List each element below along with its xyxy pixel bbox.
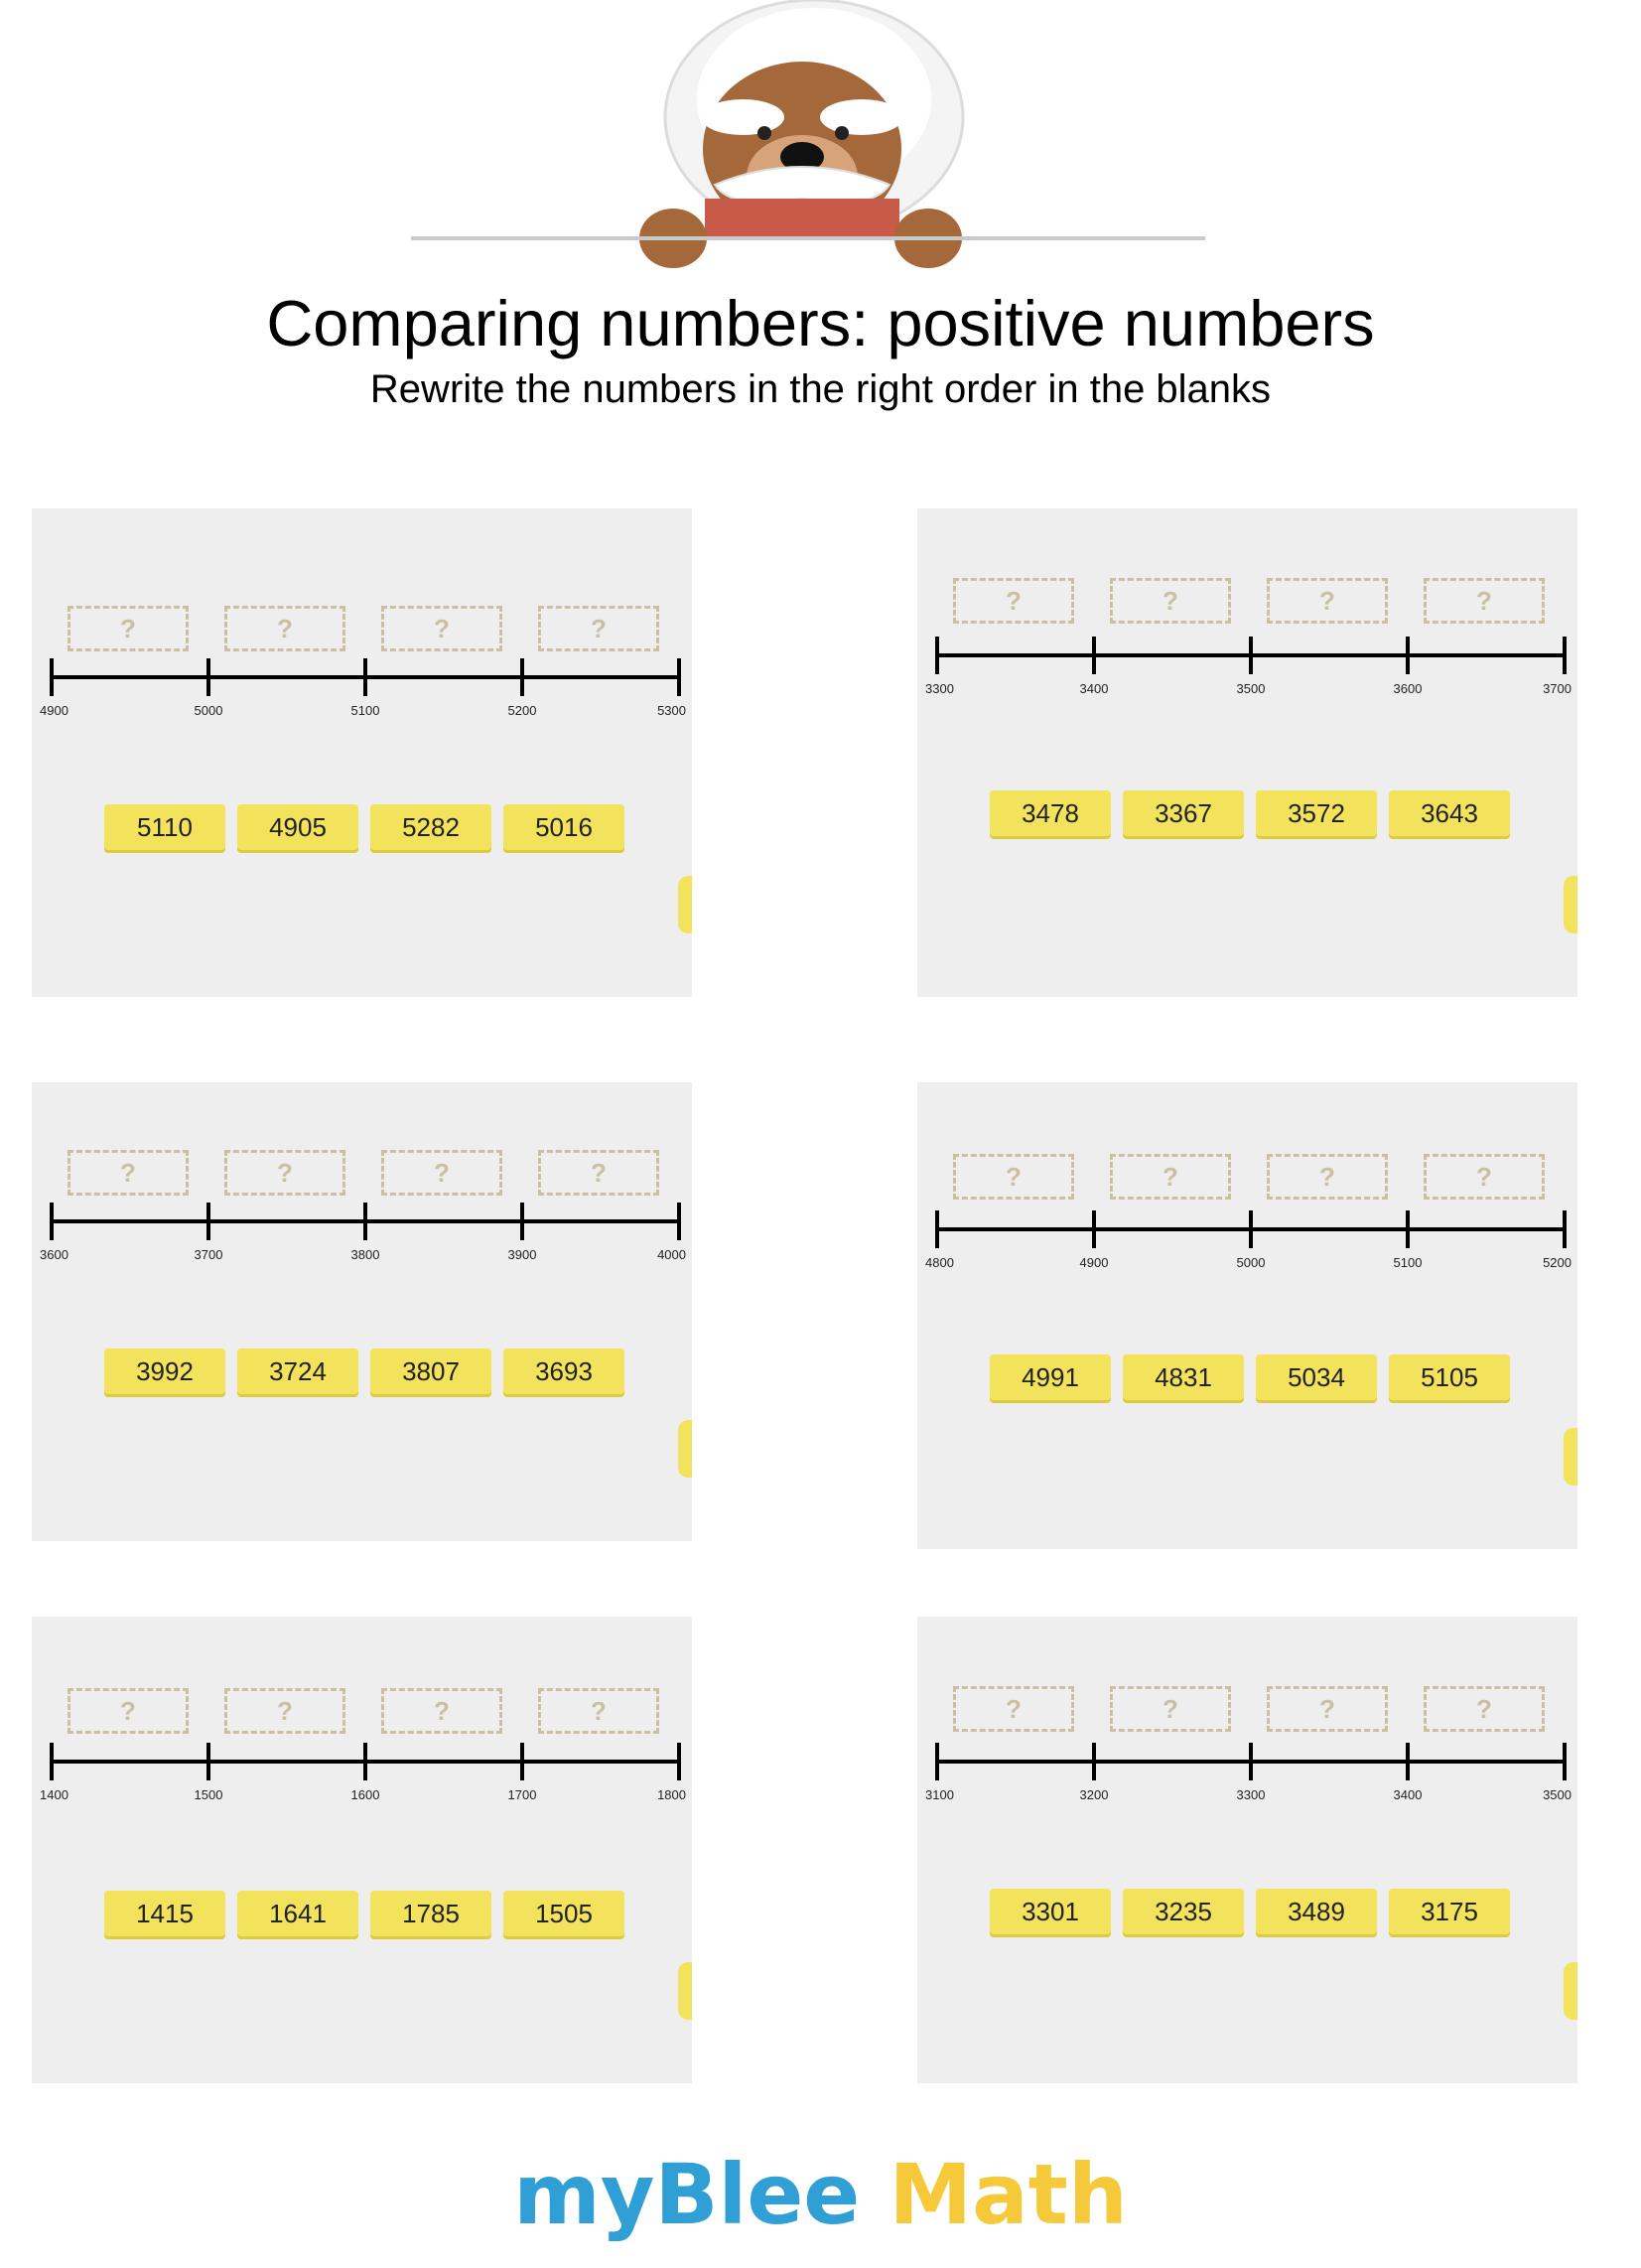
number-card[interactable]: 5110 — [104, 804, 225, 850]
number-line-tick — [520, 1743, 524, 1780]
number-line-tick — [935, 637, 939, 674]
answer-blank[interactable]: ? — [1267, 1154, 1388, 1200]
number-card[interactable]: 3489 — [1256, 1889, 1377, 1934]
answer-blank[interactable]: ? — [68, 1688, 189, 1734]
number-card[interactable]: 4905 — [237, 804, 358, 850]
tick-label: 4900 — [1079, 1255, 1109, 1270]
number-line-tick — [363, 1743, 367, 1780]
tick-label: 3800 — [350, 1247, 380, 1262]
number-card[interactable]: 1641 — [237, 1891, 358, 1936]
answer-blank[interactable]: ? — [224, 1688, 345, 1734]
number-line-tick — [1092, 637, 1096, 674]
tick-label: 5000 — [194, 703, 223, 718]
number-card[interactable]: 3992 — [104, 1348, 225, 1394]
answer-blank[interactable]: ? — [538, 1150, 659, 1196]
number-line-tick — [677, 658, 681, 696]
tick-label: 3700 — [194, 1247, 223, 1262]
number-line-tick — [206, 1203, 210, 1240]
tick-label: 5200 — [1543, 1255, 1572, 1270]
next-button[interactable] — [1564, 876, 1577, 933]
answer-blank[interactable]: ? — [1110, 578, 1231, 624]
number-line-tick — [935, 1210, 939, 1248]
number-line-tick — [1092, 1743, 1096, 1780]
answer-blank[interactable]: ? — [1110, 1686, 1231, 1732]
tick-label: 3300 — [1236, 1787, 1266, 1802]
page-title: Comparing numbers: positive numbers — [266, 287, 1375, 359]
number-line-tick — [1563, 1210, 1567, 1248]
answer-blank[interactable]: ? — [381, 606, 502, 651]
tick-label: 3500 — [1236, 681, 1266, 696]
answer-blank[interactable]: ? — [538, 606, 659, 651]
number-card[interactable]: 3643 — [1389, 790, 1510, 836]
number-card[interactable]: 3175 — [1389, 1889, 1510, 1934]
answer-blank[interactable]: ? — [953, 1686, 1074, 1732]
answer-blank[interactable]: ? — [1424, 1686, 1545, 1732]
number-line-tick — [50, 658, 54, 696]
next-button[interactable] — [1564, 1428, 1577, 1486]
next-button[interactable] — [678, 1420, 692, 1478]
number-line-tick — [1406, 637, 1410, 674]
number-line-tick — [520, 658, 524, 696]
number-line-tick — [1563, 1743, 1567, 1780]
page-subtitle: Rewrite the numbers in the right order in the blanks — [369, 367, 1272, 411]
answer-blank[interactable]: ? — [953, 1154, 1074, 1200]
tick-label: 5100 — [350, 703, 380, 718]
answer-blank[interactable]: ? — [1424, 578, 1545, 624]
number-card[interactable]: 1415 — [104, 1891, 225, 1936]
next-button[interactable] — [678, 876, 692, 933]
tick-label: 3600 — [40, 1247, 68, 1262]
number-line-tick — [363, 658, 367, 696]
number-line-tick — [1249, 1210, 1253, 1248]
number-card[interactable]: 5282 — [370, 804, 491, 850]
number-line-tick — [206, 1743, 210, 1780]
tick-label: 5000 — [1236, 1255, 1266, 1270]
number-card[interactable]: 3693 — [503, 1348, 624, 1394]
tick-label: 5300 — [657, 703, 686, 718]
answer-blank[interactable]: ? — [68, 606, 189, 651]
number-line-tick — [677, 1743, 681, 1780]
exercise-panel-4 — [917, 1082, 1577, 1549]
number-card[interactable]: 3807 — [370, 1348, 491, 1394]
number-line-tick — [50, 1203, 54, 1240]
logo-part-math: Math — [889, 2146, 1128, 2243]
exercise-panel-1 — [32, 508, 692, 997]
number-card[interactable]: 3478 — [990, 790, 1111, 836]
number-card[interactable]: 3367 — [1123, 790, 1244, 836]
number-line-tick — [935, 1743, 939, 1780]
logo-part-myblee: myBlee — [513, 2146, 861, 2243]
tick-label: 4900 — [40, 703, 68, 718]
number-card[interactable]: 4991 — [990, 1354, 1111, 1400]
number-card[interactable]: 5105 — [1389, 1354, 1510, 1400]
tick-label: 3400 — [1393, 1787, 1423, 1802]
tick-label: 4800 — [925, 1255, 954, 1270]
tick-label: 3300 — [925, 681, 954, 696]
answer-blank[interactable]: ? — [1110, 1154, 1231, 1200]
number-card[interactable]: 4831 — [1123, 1354, 1244, 1400]
number-card[interactable]: 3235 — [1123, 1889, 1244, 1934]
exercise-panel-2 — [917, 508, 1577, 997]
tick-label: 5200 — [507, 703, 537, 718]
tick-label: 1500 — [194, 1787, 223, 1802]
myblee-math-logo — [0, 2145, 1641, 2244]
tick-label: 3700 — [1543, 681, 1572, 696]
number-card[interactable]: 1785 — [370, 1891, 491, 1936]
answer-blank[interactable]: ? — [1424, 1154, 1545, 1200]
exercise-panel-5 — [32, 1617, 692, 2083]
number-line-tick — [1249, 1743, 1253, 1780]
answer-blank[interactable]: ? — [1267, 1686, 1388, 1732]
tick-label: 3100 — [925, 1787, 954, 1802]
answer-blank[interactable]: ? — [381, 1150, 502, 1196]
number-line-tick — [1406, 1210, 1410, 1248]
number-card[interactable]: 5016 — [503, 804, 624, 850]
answer-blank[interactable]: ? — [224, 606, 345, 651]
number-line-tick — [206, 658, 210, 696]
number-card[interactable]: 5034 — [1256, 1354, 1377, 1400]
header-divider — [411, 236, 1205, 240]
tick-label: 3900 — [507, 1247, 537, 1262]
number-card[interactable]: 3301 — [990, 1889, 1111, 1934]
number-card[interactable]: 1505 — [503, 1891, 624, 1936]
tick-label: 1400 — [40, 1787, 68, 1802]
number-card[interactable]: 3724 — [237, 1348, 358, 1394]
next-button[interactable] — [678, 1962, 692, 2020]
tick-label: 3500 — [1543, 1787, 1572, 1802]
exercise-panel-6 — [917, 1617, 1577, 2083]
number-line-tick — [1249, 637, 1253, 674]
number-line-tick — [1563, 637, 1567, 674]
answer-blank[interactable]: ? — [381, 1688, 502, 1734]
number-line-tick — [50, 1743, 54, 1780]
tick-label: 3200 — [1079, 1787, 1109, 1802]
tick-label: 3600 — [1393, 681, 1423, 696]
tick-label: 1600 — [350, 1787, 380, 1802]
number-card[interactable]: 3572 — [1256, 790, 1377, 836]
answer-blank[interactable]: ? — [1267, 578, 1388, 624]
tick-label: 4000 — [657, 1247, 686, 1262]
number-line-tick — [1092, 1210, 1096, 1248]
tick-label: 5100 — [1393, 1255, 1423, 1270]
answer-blank[interactable]: ? — [68, 1150, 189, 1196]
number-line-tick — [1406, 1743, 1410, 1780]
exercise-panel-3 — [32, 1082, 692, 1541]
tick-label: 3400 — [1079, 681, 1109, 696]
number-line-tick — [363, 1203, 367, 1240]
answer-blank[interactable]: ? — [538, 1688, 659, 1734]
number-line-tick — [677, 1203, 681, 1240]
answer-blank[interactable]: ? — [953, 578, 1074, 624]
tick-label: 1800 — [657, 1787, 686, 1802]
number-line-tick — [520, 1203, 524, 1240]
tick-label: 1700 — [507, 1787, 537, 1802]
answer-blank[interactable]: ? — [224, 1150, 345, 1196]
next-button[interactable] — [1564, 1962, 1577, 2020]
